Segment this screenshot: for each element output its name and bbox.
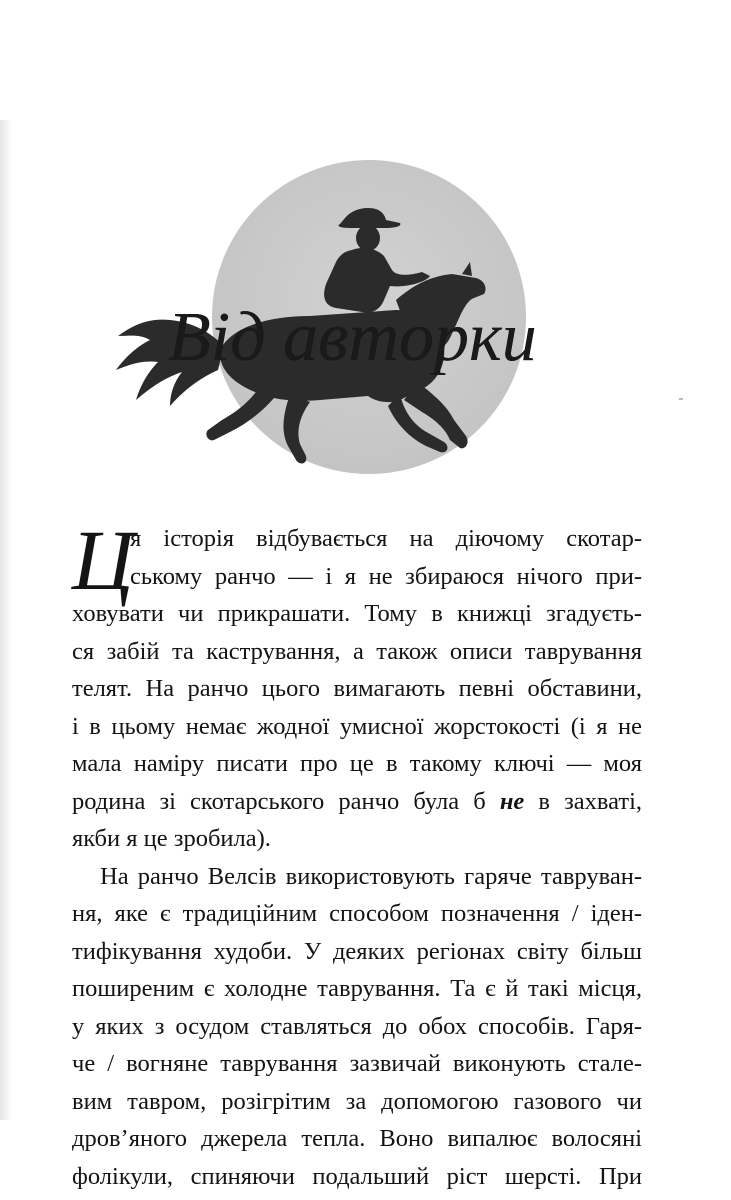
text-line: вим тавром, розігрітим за допомогою газового чи xyxy=(72,1087,642,1115)
text-line: тифікування худоби. У деяких регіонах світу більш xyxy=(72,937,642,965)
paragraph-1 xyxy=(72,512,643,858)
text-line: ховувати чи прикрашати. Тому в книжці згадуєть- xyxy=(72,600,642,627)
text-line: якби я це зробила). xyxy=(72,825,271,852)
text-line xyxy=(72,783,642,821)
text-line: мала наміру писати про це в такому ключі — моя xyxy=(72,750,642,777)
text-line: фолікули, спиняючи подальший ріст шерсті. При xyxy=(72,1162,642,1190)
text-segment: родина зі скотарського ранчо була б xyxy=(72,787,500,815)
text-line: дров’яного джерела тепла. Воно випалює волосяні xyxy=(72,1125,642,1152)
text-line: На ранчо Велсів використовують гаряче тавруван- xyxy=(100,862,642,890)
body-text xyxy=(72,512,643,1195)
text-line: ня, яке є традиційним способом позначення / іден- xyxy=(72,900,642,927)
paragraph-2 xyxy=(72,858,642,1196)
text-line: поширеним є холодне таврування. Та є й такі місця, xyxy=(72,975,642,1002)
emphasis-word: не xyxy=(499,787,525,815)
text-line: і в цьому немає жодної умисної жорстокості (і я не xyxy=(72,712,642,740)
text-line: че / вогняне таврування зазвичай виконують стале- xyxy=(72,1050,642,1077)
paper-speck xyxy=(679,398,683,400)
drop-cap-letter: Ц xyxy=(72,512,135,608)
text-line: у яких з осудом ставляться до обох способів. Гаря- xyxy=(72,1012,642,1040)
text-line: ському ранчо — і я не збираюся нічого при- xyxy=(130,562,642,590)
text-line: я історія відбувається на діючому скотар- xyxy=(130,525,642,552)
page-spine-shadow xyxy=(0,120,12,1120)
chapter-title: Від авторки xyxy=(168,299,537,376)
text-segment: в захваті, xyxy=(524,787,643,815)
text-line: телят. На ранчо цього вимагають певні обставини, xyxy=(72,675,642,702)
text-line: ся забій та кастрування, а також описи таврування xyxy=(72,637,642,665)
